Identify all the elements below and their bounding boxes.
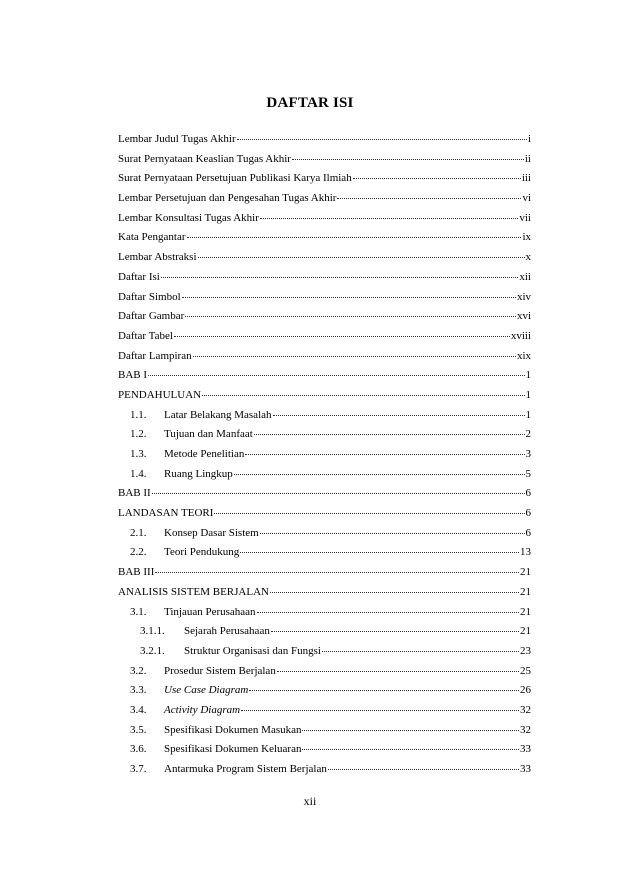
dot-leader bbox=[152, 493, 525, 494]
dot-leader bbox=[353, 178, 521, 179]
toc-entry bbox=[118, 645, 531, 665]
dot-leader bbox=[249, 690, 519, 691]
toc-entry-label: Metode Penelitian bbox=[164, 448, 245, 460]
toc-entry bbox=[118, 448, 531, 468]
toc-entry-label: Use Case Diagram bbox=[164, 684, 249, 697]
toc-entry-number: 2.1. bbox=[130, 526, 147, 539]
toc-entry bbox=[118, 172, 531, 192]
toc-entry-label: Daftar Simbol bbox=[118, 290, 181, 303]
toc-entry-number: 1.1. bbox=[130, 408, 147, 421]
toc-entry-label: Teori Pendukung bbox=[164, 546, 240, 559]
toc-entry-label: LANDASAN TEORI bbox=[118, 507, 214, 520]
toc-entry bbox=[118, 231, 531, 251]
toc-entry-label: BAB II bbox=[118, 487, 151, 500]
toc-entry-page: 21 bbox=[520, 566, 531, 579]
toc-entry bbox=[118, 763, 531, 783]
toc-entry-label: Daftar Tabel bbox=[118, 329, 173, 342]
toc-entry-label: Daftar Isi bbox=[118, 270, 160, 283]
toc-entry-number: 1.3. bbox=[130, 448, 147, 460]
toc-entry bbox=[118, 487, 531, 507]
toc-entry-label: Antarmuka Program Sistem Berjalan bbox=[164, 763, 327, 775]
dot-leader bbox=[328, 769, 519, 770]
toc-entry-page: xiv bbox=[516, 290, 531, 303]
toc-entry-page: 21 bbox=[520, 625, 531, 638]
toc-entry-label: BAB I bbox=[118, 369, 148, 382]
dot-leader bbox=[148, 375, 524, 376]
dot-leader bbox=[302, 749, 519, 750]
dot-leader bbox=[240, 552, 519, 553]
toc-entry bbox=[118, 330, 531, 350]
toc-entry-page: 1 bbox=[525, 369, 531, 382]
dot-leader bbox=[193, 356, 516, 357]
toc-entry-page: 21 bbox=[520, 605, 531, 618]
dot-leader bbox=[155, 572, 519, 573]
toc-entry-label: PENDAHULUAN bbox=[118, 388, 202, 401]
toc-entry bbox=[118, 566, 531, 586]
toc-entry-number: 3.2.1. bbox=[140, 644, 165, 657]
toc-entry bbox=[118, 192, 531, 212]
dot-leader bbox=[214, 513, 524, 514]
toc-entry-page: 2 bbox=[525, 428, 531, 441]
toc-entry-label: Prosedur Sistem Berjalan bbox=[164, 664, 276, 677]
toc-entry bbox=[118, 586, 531, 606]
toc-entry-label: Struktur Organisasi dan Fungsi bbox=[184, 644, 321, 657]
dot-leader bbox=[245, 454, 524, 455]
toc-entry-label: Latar Belakang Masalah bbox=[164, 408, 272, 421]
toc-entry-page: xii bbox=[519, 270, 531, 283]
dot-leader bbox=[234, 474, 525, 475]
toc-entry-page: 6 bbox=[525, 487, 531, 500]
toc-entry-page: 25 bbox=[520, 664, 531, 677]
toc-entry-label: Daftar Gambar bbox=[118, 310, 185, 323]
table-of-contents bbox=[118, 133, 531, 783]
toc-entry-page: 1 bbox=[525, 408, 531, 421]
dot-leader bbox=[337, 198, 521, 199]
toc-entry-label: Lembar Persetujuan dan Pengesahan Tugas Akhir bbox=[118, 192, 337, 205]
toc-entry bbox=[118, 724, 531, 744]
dot-leader bbox=[270, 592, 519, 593]
toc-entry-label: Ruang Lingkup bbox=[164, 467, 233, 480]
toc-entry-page: 32 bbox=[520, 723, 531, 736]
toc-entry-label: Kata Pengantar bbox=[118, 231, 186, 244]
toc-entry bbox=[118, 251, 531, 271]
dot-leader bbox=[271, 631, 519, 632]
toc-entry-label: Sejarah Perusahaan bbox=[184, 625, 270, 638]
toc-entry-label: Spesifikasi Dokumen Keluaran bbox=[164, 743, 302, 756]
toc-entry-page: i bbox=[527, 133, 531, 145]
page-number: xii bbox=[303, 794, 317, 808]
toc-entry bbox=[118, 350, 531, 370]
toc-entry-page: 32 bbox=[520, 703, 531, 716]
toc-entry-label: Lembar Konsultasi Tugas Akhir bbox=[118, 211, 259, 224]
toc-entry bbox=[118, 369, 531, 389]
toc-entry bbox=[118, 389, 531, 409]
toc-entry-page: 26 bbox=[520, 684, 531, 697]
toc-entry-number: 3.7. bbox=[130, 763, 147, 775]
dot-leader bbox=[260, 218, 519, 219]
toc-entry-number: 2.2. bbox=[130, 546, 147, 559]
toc-entry bbox=[118, 704, 531, 724]
toc-entry-label: Activity Diagram bbox=[164, 703, 241, 716]
toc-entry-page: ii bbox=[524, 152, 531, 165]
toc-entry-page: 3 bbox=[525, 448, 531, 460]
toc-entry bbox=[118, 743, 531, 763]
dot-leader bbox=[292, 159, 524, 160]
toc-entry-number: 3.6. bbox=[130, 743, 147, 756]
toc-entry bbox=[118, 212, 531, 232]
toc-entry-number: 3.3. bbox=[130, 684, 147, 697]
dot-leader bbox=[302, 730, 519, 731]
toc-entry-page: 33 bbox=[520, 743, 531, 756]
toc-entry-page: 6 bbox=[525, 507, 531, 520]
toc-entry bbox=[118, 291, 531, 311]
toc-entry-label: Lembar Abstraksi bbox=[118, 251, 197, 264]
toc-entry bbox=[118, 606, 531, 626]
toc-entry-page: xviii bbox=[510, 329, 531, 342]
toc-entry-label: Surat Pernyataan Keaslian Tugas Akhir bbox=[118, 152, 291, 165]
toc-entry-number: 3.5. bbox=[130, 723, 147, 736]
dot-leader bbox=[260, 533, 525, 534]
toc-entry-label: Lembar Judul Tugas Akhir bbox=[118, 133, 236, 145]
toc-entry-page: 23 bbox=[520, 644, 531, 657]
toc-entry-number: 1.4. bbox=[130, 467, 147, 480]
toc-entry-label: BAB III bbox=[118, 566, 155, 579]
dot-leader bbox=[254, 434, 525, 435]
toc-entry-label: Daftar Lampiran bbox=[118, 349, 192, 362]
toc-entry-page: 33 bbox=[520, 763, 531, 775]
toc-entry bbox=[118, 310, 531, 330]
dot-leader bbox=[161, 277, 519, 278]
toc-entry-number: 3.2. bbox=[130, 664, 147, 677]
dot-leader bbox=[202, 395, 524, 396]
dot-leader bbox=[322, 651, 519, 652]
toc-entry-page: 13 bbox=[520, 546, 531, 559]
toc-entry-page: 5 bbox=[525, 467, 531, 480]
toc-entry-page: vii bbox=[519, 211, 531, 224]
toc-entry-number: 3.4. bbox=[130, 703, 147, 716]
toc-entry-page: xix bbox=[516, 349, 531, 362]
toc-entry-page: iii bbox=[521, 172, 531, 185]
toc-entry-label: Spesifikasi Dokumen Masukan bbox=[164, 723, 302, 736]
dot-leader bbox=[273, 415, 525, 416]
dot-leader bbox=[241, 710, 519, 711]
dot-leader bbox=[182, 297, 516, 298]
toc-entry-page: vi bbox=[522, 192, 531, 205]
toc-entry bbox=[118, 684, 531, 704]
dot-leader bbox=[257, 612, 519, 613]
toc-entry bbox=[118, 527, 531, 547]
dot-leader bbox=[277, 671, 519, 672]
toc-entry-page: ix bbox=[522, 231, 531, 244]
toc-entry bbox=[118, 271, 531, 291]
toc-entry bbox=[118, 409, 531, 429]
toc-entry-label: Tujuan dan Manfaat bbox=[164, 428, 253, 441]
toc-entry-label: ANALISIS SISTEM BERJALAN bbox=[118, 585, 269, 598]
toc-entry-number: 1.2. bbox=[130, 428, 147, 441]
toc-entry bbox=[118, 507, 531, 527]
toc-entry-label: Konsep Dasar Sistem bbox=[164, 526, 259, 539]
toc-entry-page: 1 bbox=[525, 388, 531, 401]
toc-entry bbox=[118, 665, 531, 685]
toc-entry bbox=[118, 133, 531, 153]
dot-leader bbox=[174, 336, 510, 337]
toc-entry bbox=[118, 546, 531, 566]
toc-entry bbox=[118, 153, 531, 173]
toc-entry bbox=[118, 468, 531, 488]
toc-entry-label: Surat Pernyataan Persetujuan Publikasi Karya Ilmiah bbox=[118, 172, 352, 185]
toc-entry-number: 3.1. bbox=[130, 605, 147, 618]
dot-leader bbox=[237, 139, 527, 140]
toc-entry-label: Tinjauan Perusahaan bbox=[164, 605, 256, 618]
page-title: DAFTAR ISI bbox=[266, 95, 354, 111]
dot-leader bbox=[198, 257, 525, 258]
toc-entry-page: 21 bbox=[520, 585, 531, 598]
dot-leader bbox=[185, 316, 516, 317]
toc-entry bbox=[118, 625, 531, 645]
toc-entry-number: 3.1.1. bbox=[140, 625, 165, 638]
toc-entry-page: 6 bbox=[525, 526, 531, 539]
toc-entry bbox=[118, 428, 531, 448]
toc-entry-page: xvi bbox=[516, 310, 531, 323]
toc-entry-page: x bbox=[525, 251, 531, 264]
dot-leader bbox=[187, 237, 522, 238]
